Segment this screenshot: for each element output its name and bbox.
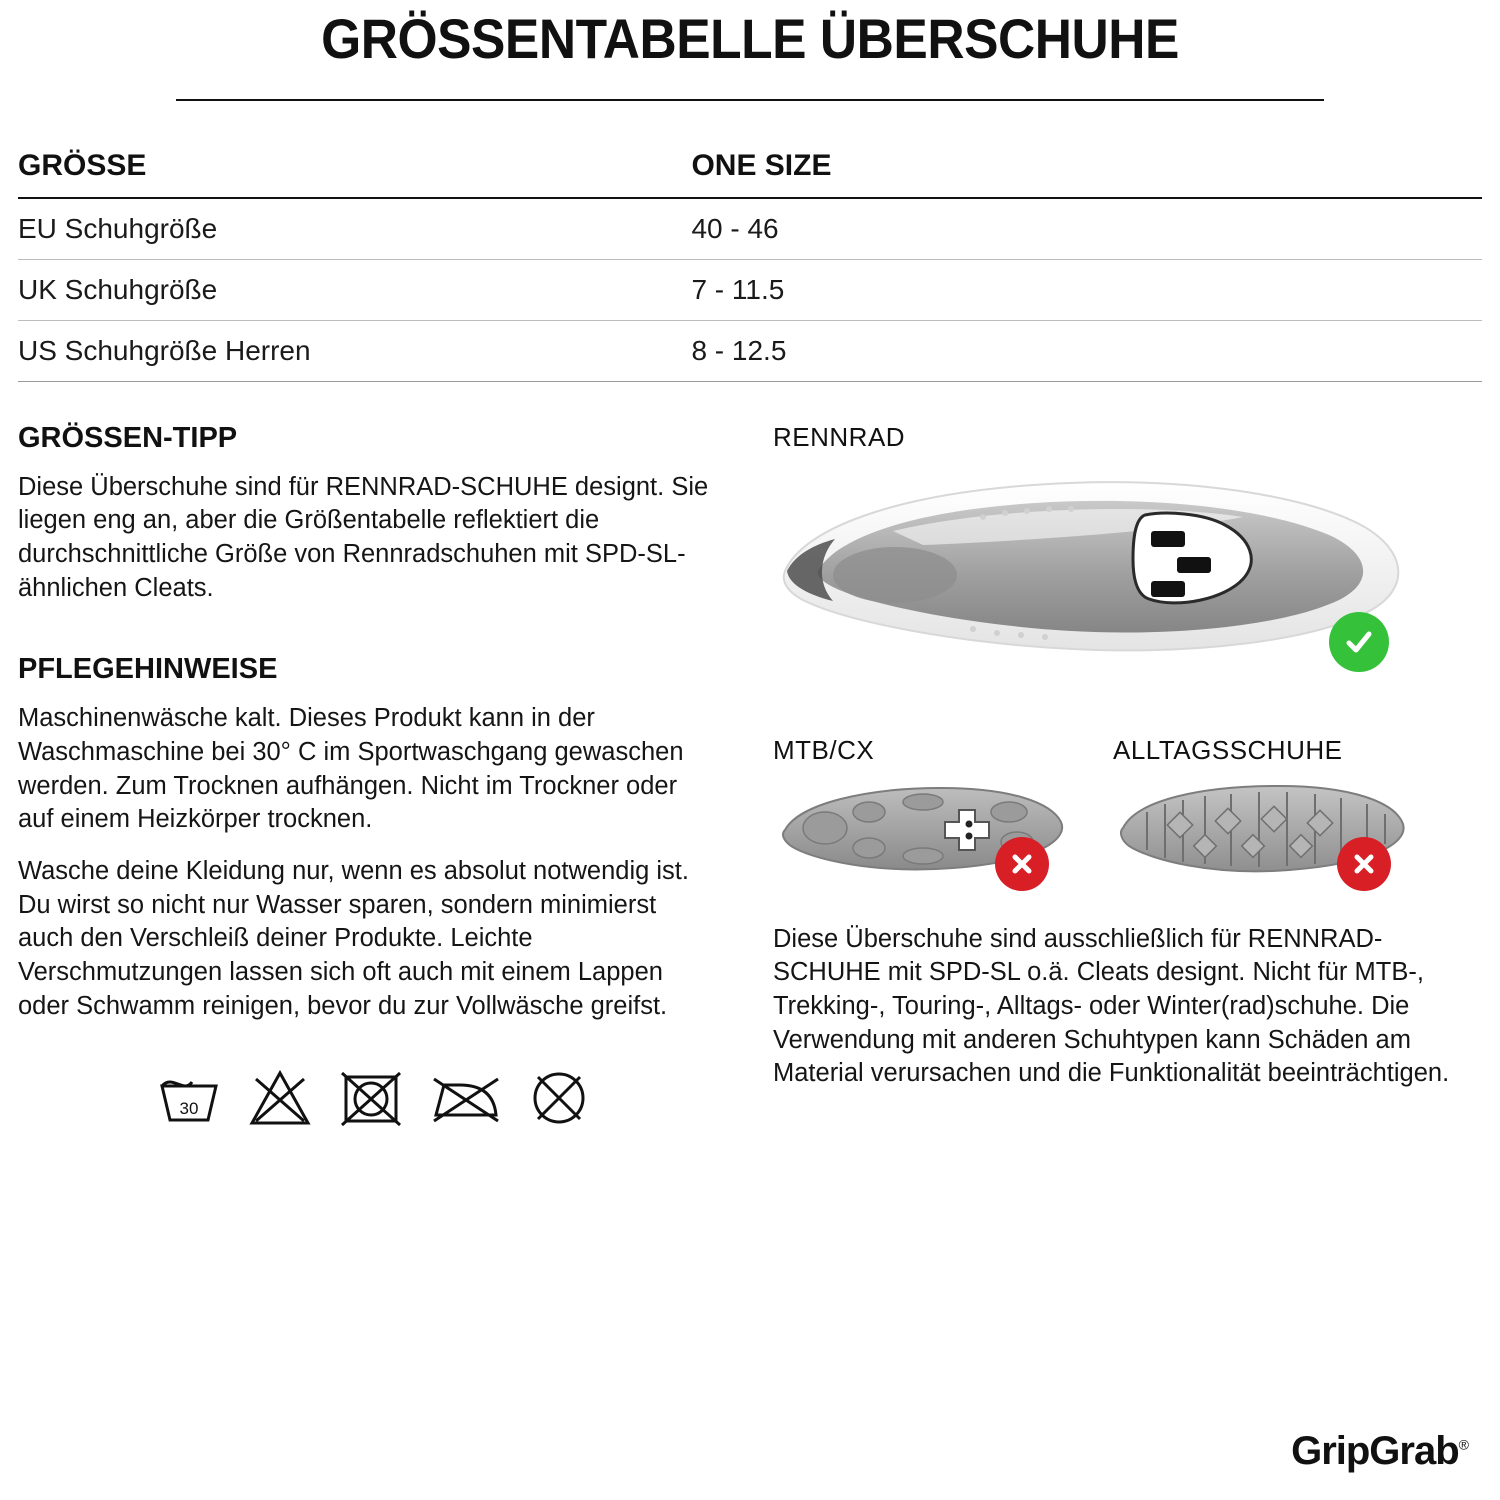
table-row [18, 259, 1482, 320]
sizing-tip-heading: GRÖSSEN-TIPP [18, 421, 238, 454]
brand-name: GripGrab [1291, 1429, 1459, 1473]
left-column [18, 422, 753, 1128]
page-title: GRÖSSENTABELLE ÜBERSCHUHE [321, 7, 1179, 70]
row-value: 40 - 46 [691, 198, 1482, 260]
row-value: 8 - 12.5 [691, 320, 1482, 381]
row-value: 7 - 11.5 [691, 259, 1482, 320]
cross-icon [1349, 849, 1379, 879]
table-header-one-size: ONE SIZE [691, 143, 1482, 198]
do-not-bleach-icon [248, 1069, 312, 1127]
wash-30-icon [158, 1072, 220, 1124]
care-heading: PFLEGEHINWEISE [18, 653, 278, 686]
care-paragraph-1: Maschinenwäsche kalt. Dieses Produkt kann in der Waschmaschine bei 30° C im Sportwaschgang gewaschen werden. Zum Trocknen aufhängen. Nicht im Trockner oder auf einem Heizkörper trocknen. [18, 704, 684, 834]
road-shoe-block [773, 459, 1463, 709]
table-header-row [18, 143, 1482, 198]
casual-shoe-status-badge [1337, 837, 1391, 891]
table-header-size: GRÖSSE [18, 143, 691, 198]
cross-icon [1007, 849, 1037, 879]
road-shoe-label: RENNRAD [773, 421, 906, 452]
row-label: US Schuhgröße Herren [18, 320, 691, 381]
disallowed-shoes-row [773, 735, 1463, 887]
casual-shoe-label: ALLTAGSSCHUHE [1113, 734, 1343, 765]
row-label: EU Schuhgröße [18, 198, 691, 260]
mtb-shoe-block [773, 735, 1113, 887]
road-shoe-status-badge [1329, 612, 1389, 672]
row-label: UK Schuhgröße [18, 259, 691, 320]
wash-temp-label: 30 [179, 1099, 199, 1119]
casual-shoe-block [1113, 735, 1413, 887]
do-not-dry-clean-icon [530, 1069, 588, 1127]
sizing-tip-text: Diese Überschuhe sind für RENNRAD-SCHUHE designt. Sie liegen eng an, aber die Größentabelle reflektiert die durchschnittliche Größe von Rennradschuhen mit SPD-SL-ähnlichen Cleats. [18, 472, 709, 602]
mtb-shoe-status-badge [995, 837, 1049, 891]
brand-tm: ® [1458, 1436, 1468, 1453]
table-row [18, 198, 1482, 260]
mtb-shoe-label: MTB/CX [773, 734, 875, 765]
size-table [18, 143, 1482, 382]
road-shoe-illustration [773, 459, 1433, 674]
body-columns [18, 422, 1482, 1128]
right-column [753, 422, 1463, 1128]
brand-logo [1291, 1429, 1468, 1474]
shoe-compatibility-note: Diese Überschuhe sind ausschließlich für RENNRAD-SCHUHE mit SPD-SL o.ä. Cleats designt. Nicht für MTB-, Trekking-, Touring-, Alltags- oder Winter(rad)schuhe. Die Verwendung mit anderen Schuhtypen kann Schäden am Material verursachen und die Funktionalität beeinträchtigen. [773, 924, 1450, 1088]
do-not-tumble-dry-icon [340, 1069, 402, 1127]
check-icon [1342, 625, 1376, 659]
title-divider [176, 99, 1324, 101]
care-paragraph-2: Wasche deine Kleidung nur, wenn es absolut notwendig ist. Du wirst so nicht nur Wasser sparen, sondern minimierst auch den Verschleiß deiner Produkte. Leichte Verschmutzungen lassen sich oft auch mit einem Lappen oder Schwamm reinigen, bevor du zur Vollwäsche greifst. [18, 857, 689, 1020]
table-row [18, 320, 1482, 381]
care-symbol-row [158, 1069, 717, 1127]
do-not-iron-icon [430, 1071, 502, 1125]
